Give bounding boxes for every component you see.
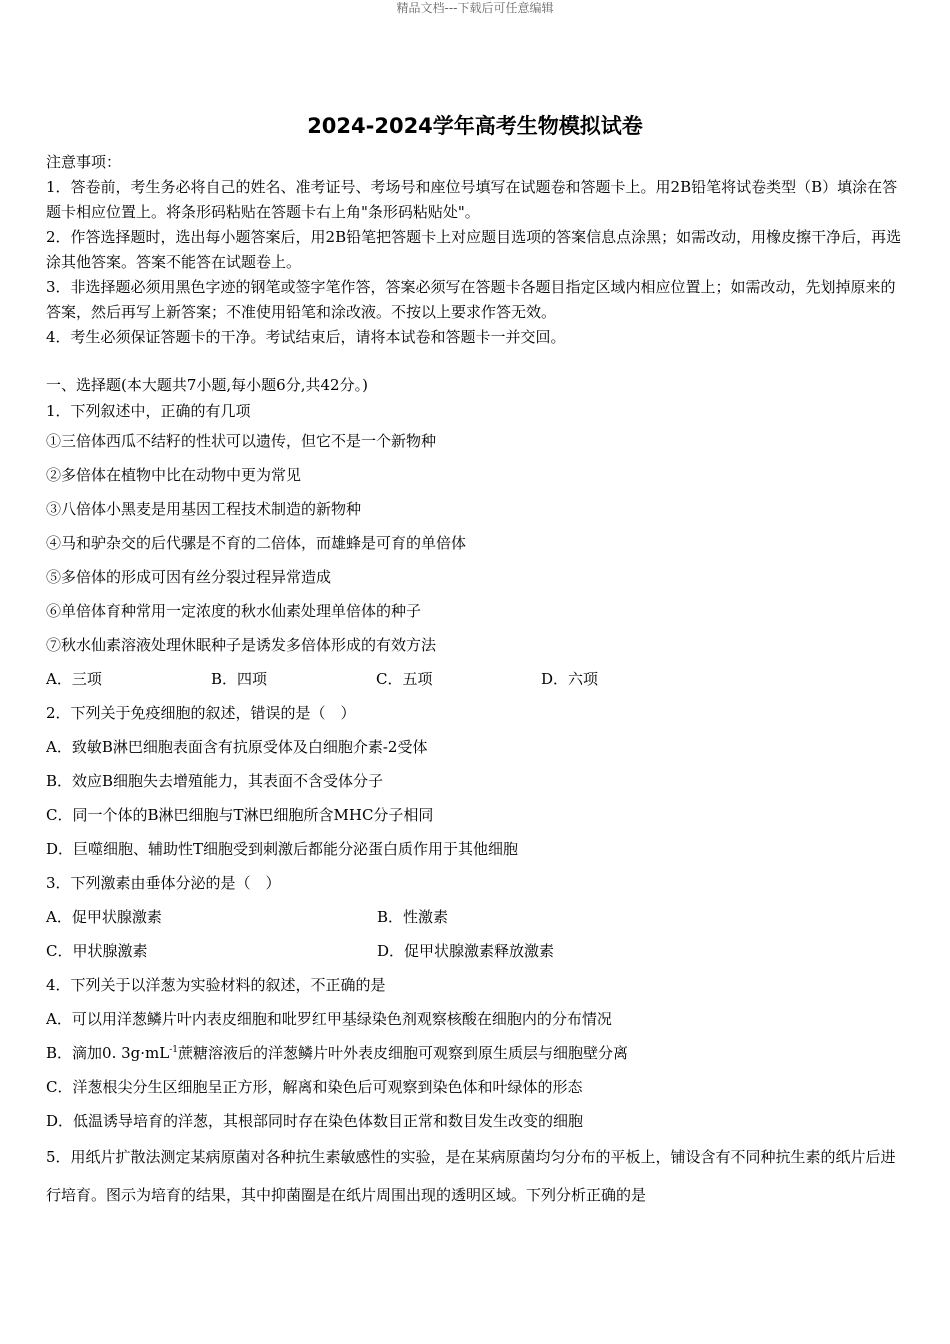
q1-option-a: A．三项 — [46, 670, 102, 688]
q1-option-b: B．四项 — [211, 670, 268, 688]
header-note: 精品文档---下载后可任意编辑 — [396, 1, 554, 15]
q4-option-c: C．洋葱根尖分生区细胞呈正方形，解离和染色后可观察到染色体和叶绿体的形态 — [46, 1078, 583, 1096]
q1-option-d: D．六项 — [541, 670, 599, 688]
q3-stem: 3．下列激素由垂体分泌的是（ ） — [46, 874, 281, 892]
q1-option-c: C．五项 — [376, 670, 433, 688]
q1-statement-6: ⑥单倍体育种常用一定浓度的秋水仙素处理单倍体的种子 — [46, 602, 422, 620]
q3-options-row-1 — [46, 900, 906, 934]
q4-option-b-superscript: -1 — [169, 1045, 178, 1055]
q2-option-b: B．效应B细胞失去增殖能力，其表面不含受体分子 — [46, 772, 384, 790]
page-title: 2024-2024学年高考生物模拟试卷 — [307, 114, 643, 138]
q1-statement-4: ④马和驴杂交的后代骡是不育的二倍体，而雄蜂是可育的单倍体 — [46, 534, 467, 552]
q3-option-a: A．促甲状腺激素 — [46, 908, 162, 926]
q4-option-b-rest: 蔗糖溶液后的洋葱鳞片叶外表皮细胞可观察到原生质层与细胞壁分离 — [177, 1044, 628, 1062]
notice-item-3: 3．非选择题必须用黑色字迹的钢笔或签字笔作答，答案必须写在答题卡各题目指定区域内相应位置上；如需改动，先划掉原来的答案，然后再写上新答案；不准使用铅笔和涂改液。不按以上要求作答无效。 — [46, 278, 896, 321]
notice-item-1: 1．答卷前，考生务必将自己的姓名、准考证号、考场号和座位号填写在试题卷和答题卡上。用2B铅笔将试卷类型（B）填涂在答题卡相应位置上。将条形码粘贴在答题卡右上角"条形码粘贴处"。 — [46, 178, 898, 221]
q3-options-row-2 — [46, 934, 906, 968]
q3-option-d: D．促甲状腺激素释放激素 — [377, 942, 555, 960]
q2-option-c: C．同一个体的B淋巴细胞与T淋巴细胞所含MHC分子相同 — [46, 806, 434, 824]
q1-statement-2: ②多倍体在植物中比在动物中更为常见 — [46, 466, 302, 484]
q4-option-d: D．低温诱导培育的洋葱，其根部同时存在染色体数目正常和数目发生改变的细胞 — [46, 1112, 584, 1130]
q1-statement-1: ①三倍体西瓜不结籽的性状可以遗传，但它不是一个新物种 — [46, 432, 437, 450]
notice-heading: 注意事项： — [46, 153, 122, 171]
q1-statement-3: ③八倍体小黑麦是用基因工程技术制造的新物种 — [46, 500, 362, 518]
q1-statement-7: ⑦秋水仙素溶液处理休眠种子是诱发多倍体形成的有效方法 — [46, 636, 437, 654]
q4-option-b — [46, 1036, 906, 1070]
section-heading: 一、选择题(本大题共7小题,每小题6分,共42分。) — [46, 376, 368, 394]
q2-option-d: D．巨噬细胞、辅助性T细胞受到刺激后都能分泌蛋白质作用于其他细胞 — [46, 840, 519, 858]
questions-section — [46, 372, 906, 1214]
q1-options — [46, 662, 906, 696]
notice-item-2: 2．作答选择题时，选出每小题答案后，用2B铅笔把答题卡上对应题目选项的答案信息点涂黑；如需改动，用橡皮擦干净后，再选涂其他答案。答案不能答在试题卷上。 — [46, 228, 902, 271]
q4-stem: 4．下列关于以洋葱为实验材料的叙述，不正确的是 — [46, 976, 386, 994]
notice-section — [46, 150, 906, 350]
q1-stem: 1．下列叙述中，正确的有几项 — [46, 402, 251, 420]
q3-option-c: C．甲状腺激素 — [46, 942, 148, 960]
q4-option-b-text: B．滴加0. 3g·mL — [46, 1044, 170, 1062]
q4-option-a: A．可以用洋葱鳞片叶内表皮细胞和吡罗红甲基绿染色剂观察核酸在细胞内的分布情况 — [46, 1010, 612, 1028]
q2-option-a: A．致敏B淋巴细胞表面含有抗原受体及白细胞介素-2受体 — [46, 738, 428, 756]
q2-stem: 2．下列关于免疫细胞的叙述，错误的是（ ） — [46, 704, 356, 722]
q5-stem: 5．用纸片扩散法测定某病原菌对各种抗生素敏感性的实验，是在某病原菌均匀分布的平板上，铺设含有不同种抗生素的纸片后进行培育。图示为培育的结果，其中抑菌圈是在纸片周围出现的透明区域。下列分析正确的是 — [46, 1148, 896, 1204]
q1-statement-5: ⑤多倍体的形成可因有丝分裂过程异常造成 — [46, 568, 332, 586]
notice-item-4: 4．考生必须保证答题卡的干净。考试结束后，请将本试卷和答题卡一并交回。 — [46, 328, 566, 346]
q3-option-b: B．性激素 — [377, 908, 449, 926]
